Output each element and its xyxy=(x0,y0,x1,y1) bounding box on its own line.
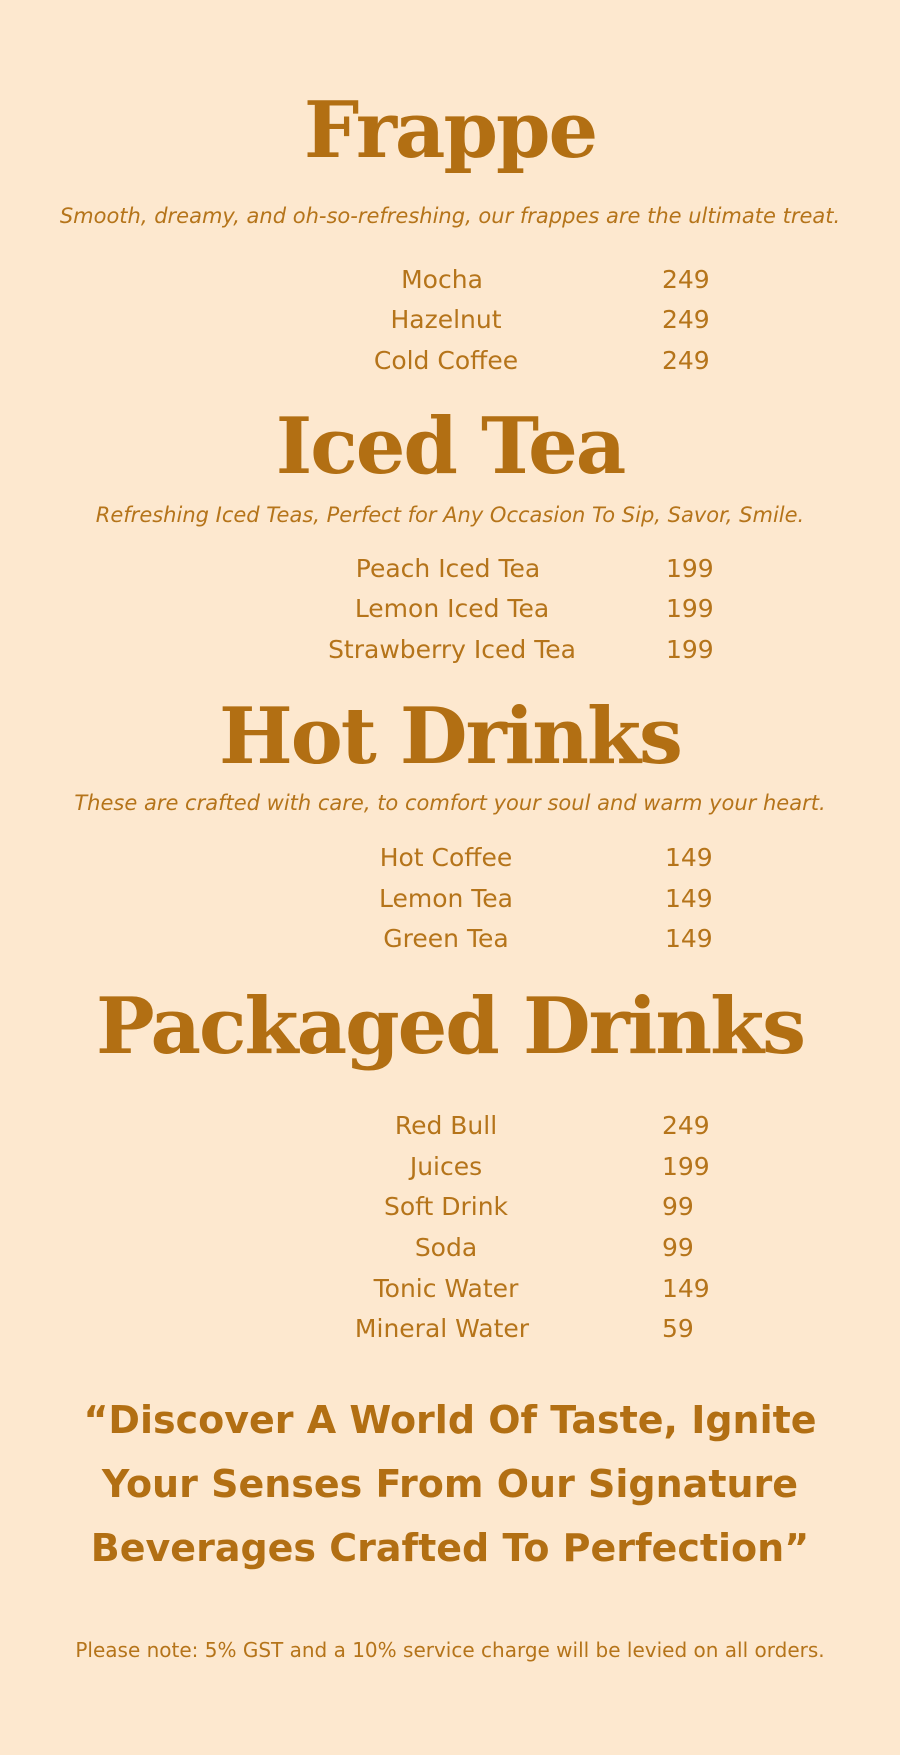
item-price: 99 xyxy=(662,1233,694,1262)
menu-item xyxy=(0,1309,900,1349)
item-name: Tonic Water xyxy=(373,1274,519,1303)
item-price: 59 xyxy=(662,1314,694,1343)
item-name: Green Tea xyxy=(383,924,509,953)
section-title-hot-drinks: Hot Drinks xyxy=(219,691,681,782)
item-name: Peach Iced Tea xyxy=(355,554,541,583)
menu-item xyxy=(0,1106,900,1146)
item-price: 249 xyxy=(662,346,710,375)
section-description-iced-tea: Refreshing Iced Teas, Perfect for Any Occasion To Sip, Savor, Smile. xyxy=(95,503,805,527)
item-price: 249 xyxy=(662,1111,710,1140)
item-name: Red Bull xyxy=(394,1111,498,1140)
item-price: 199 xyxy=(666,635,714,664)
menu-item xyxy=(0,1228,900,1268)
menu-item xyxy=(0,919,900,959)
item-name: Hot Coffee xyxy=(379,843,513,872)
item-name: Cold Coffee xyxy=(373,346,519,375)
menu-item xyxy=(0,1187,900,1227)
item-price: 149 xyxy=(662,1274,710,1303)
section-description-hot-drinks: These are crafted with care, to comfort your soul and warm your heart. xyxy=(74,791,826,815)
menu-item xyxy=(0,1269,900,1309)
section-description-frappe: Smooth, dreamy, and oh-so-refreshing, our frappes are the ultimate treat. xyxy=(59,204,841,228)
item-price: 249 xyxy=(662,305,710,334)
menu-item xyxy=(0,341,900,381)
footnote: Please note: 5% GST and a 10% service charge will be levied on all orders. xyxy=(75,1638,825,1662)
menu-item xyxy=(0,300,900,340)
item-price: 149 xyxy=(665,924,713,953)
menu-item xyxy=(0,589,900,629)
item-name: Juices xyxy=(409,1152,483,1181)
item-price: 199 xyxy=(666,554,714,583)
item-price: 249 xyxy=(662,265,710,294)
menu-item xyxy=(0,838,900,878)
menu-item xyxy=(0,879,900,919)
item-name: Mineral Water xyxy=(354,1314,530,1343)
item-price: 149 xyxy=(665,884,713,913)
item-name: Soft Drink xyxy=(383,1192,509,1221)
item-price: 149 xyxy=(665,843,713,872)
item-name: Mocha xyxy=(401,265,483,294)
item-name: Strawberry Iced Tea xyxy=(328,635,576,664)
item-name: Hazelnut xyxy=(390,305,502,334)
item-name: Lemon Tea xyxy=(378,884,514,913)
section-title-packaged-drinks: Packaged Drinks xyxy=(95,981,805,1072)
item-price: 199 xyxy=(666,594,714,623)
item-price: 99 xyxy=(662,1192,694,1221)
menu-item xyxy=(0,1147,900,1187)
item-name: Soda xyxy=(414,1233,478,1262)
menu-item xyxy=(0,260,900,300)
section-title-frappe: Frappe xyxy=(303,85,597,176)
item-price: 199 xyxy=(662,1152,710,1181)
tagline-quote: “Discover A World Of Taste, Ignite Your Senses From Our Signature Beverages Crafted To Perfection” xyxy=(83,1398,817,1570)
item-name: Lemon Iced Tea xyxy=(354,594,550,623)
menu-item xyxy=(0,630,900,670)
menu-item xyxy=(0,549,900,589)
section-title-iced-tea: Iced Tea xyxy=(275,401,625,492)
